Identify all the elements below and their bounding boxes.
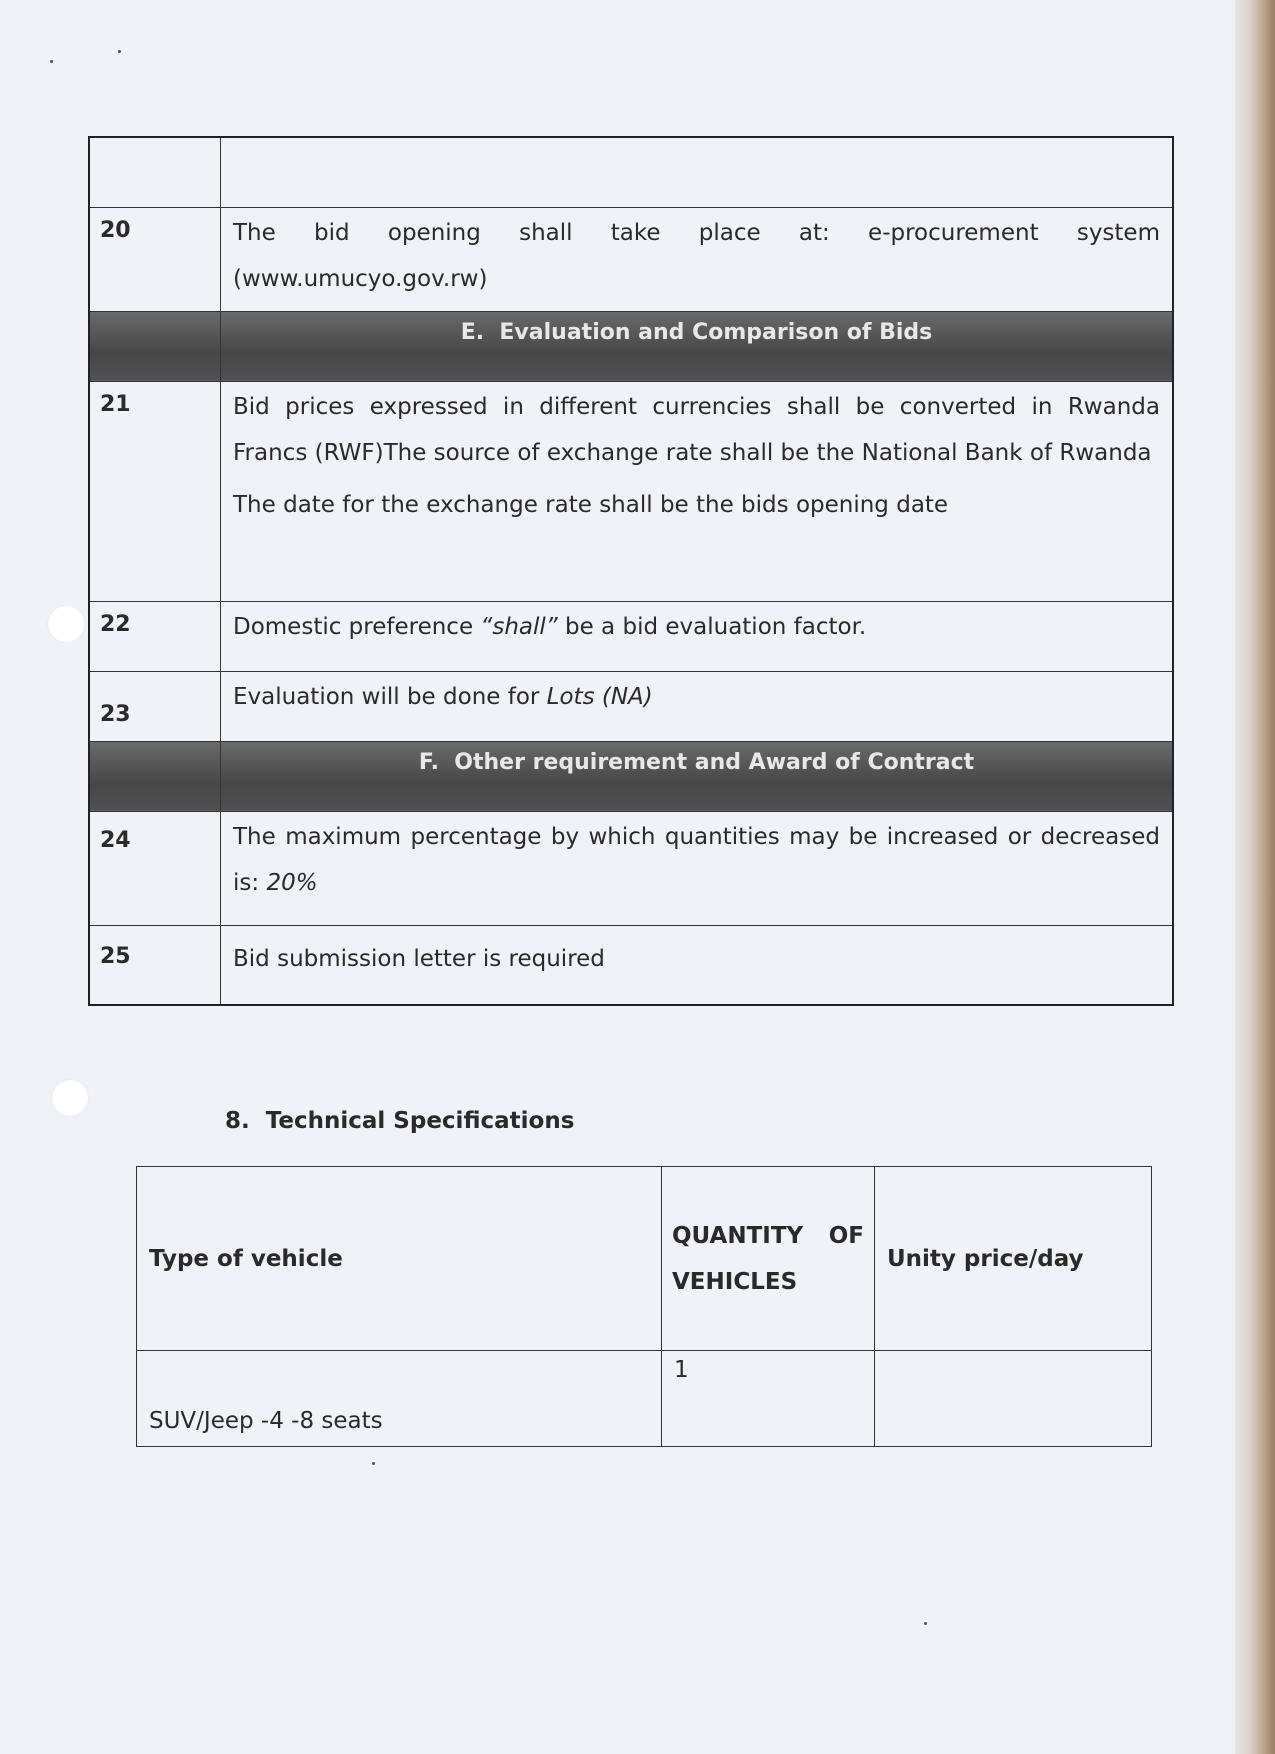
row-text: The maximum percentage by which quantities may be increased or decreased is: 20% <box>221 811 1174 925</box>
table-row <box>89 671 1173 741</box>
row-number: 21 <box>89 381 221 601</box>
section-title: E. Evaluation and Comparison of Bids <box>221 311 1174 381</box>
speck <box>118 50 121 53</box>
quantity-cell: 1 <box>662 1351 875 1447</box>
row-number: 24 <box>89 811 221 925</box>
unit-price-cell <box>875 1351 1152 1447</box>
section-header-row <box>89 741 1173 811</box>
row-number: 22 <box>89 601 221 671</box>
row-text: The bid opening shall take place at: e-procurement system (www.umucyo.gov.rw) <box>221 207 1174 311</box>
section-title: F. Other requirement and Award of Contract <box>221 741 1174 811</box>
row-text: Domestic preference “shall” be a bid evaluation factor. <box>221 601 1174 671</box>
table-row <box>89 811 1173 925</box>
row-text: Bid submission letter is required <box>221 925 1174 1005</box>
vehicle-type-cell: SUV/Jeep -4 -8 seats <box>137 1351 662 1447</box>
column-header-type: Type of vehicle <box>137 1167 662 1351</box>
table-row <box>89 381 1173 601</box>
row-number: 25 <box>89 925 221 1005</box>
emphasis: Lots (NA) <box>546 683 653 710</box>
section-heading: 8. Technical Specifications <box>225 1108 575 1134</box>
technical-specifications-table <box>136 1166 1152 1447</box>
column-header-quantity: QUANTITY OF VEHICLES <box>662 1167 875 1351</box>
speck <box>924 1622 927 1625</box>
table-row <box>89 925 1173 1005</box>
punch-hole-top <box>48 606 84 642</box>
row-number: 23 <box>89 671 221 741</box>
punch-hole-bottom <box>52 1080 88 1116</box>
row-text: Bid prices expressed in different currencies shall be converted in Rwanda Francs (RWF)The source of exchange rate shall be the National Bank of Rwanda <box>233 393 1160 466</box>
row-text: Evaluation will be done for Lots (NA) <box>221 671 1174 741</box>
table-row <box>137 1351 1152 1447</box>
speck <box>372 1462 375 1465</box>
row-number: 20 <box>89 207 221 311</box>
bid-data-sheet-table <box>88 136 1174 1006</box>
row-text-secondary: The date for the exchange rate shall be the bids opening date <box>233 491 949 518</box>
column-header-price: Unity price/day <box>875 1167 1152 1351</box>
table-row <box>89 207 1173 311</box>
table-row <box>89 137 1173 207</box>
table-row <box>89 601 1173 671</box>
emphasis: “shall” <box>480 613 558 640</box>
speck <box>50 60 53 63</box>
section-header-row <box>89 311 1173 381</box>
emphasis: 20% <box>266 869 318 896</box>
table-header-row <box>137 1167 1152 1351</box>
page-edge-stain <box>1235 0 1275 1754</box>
